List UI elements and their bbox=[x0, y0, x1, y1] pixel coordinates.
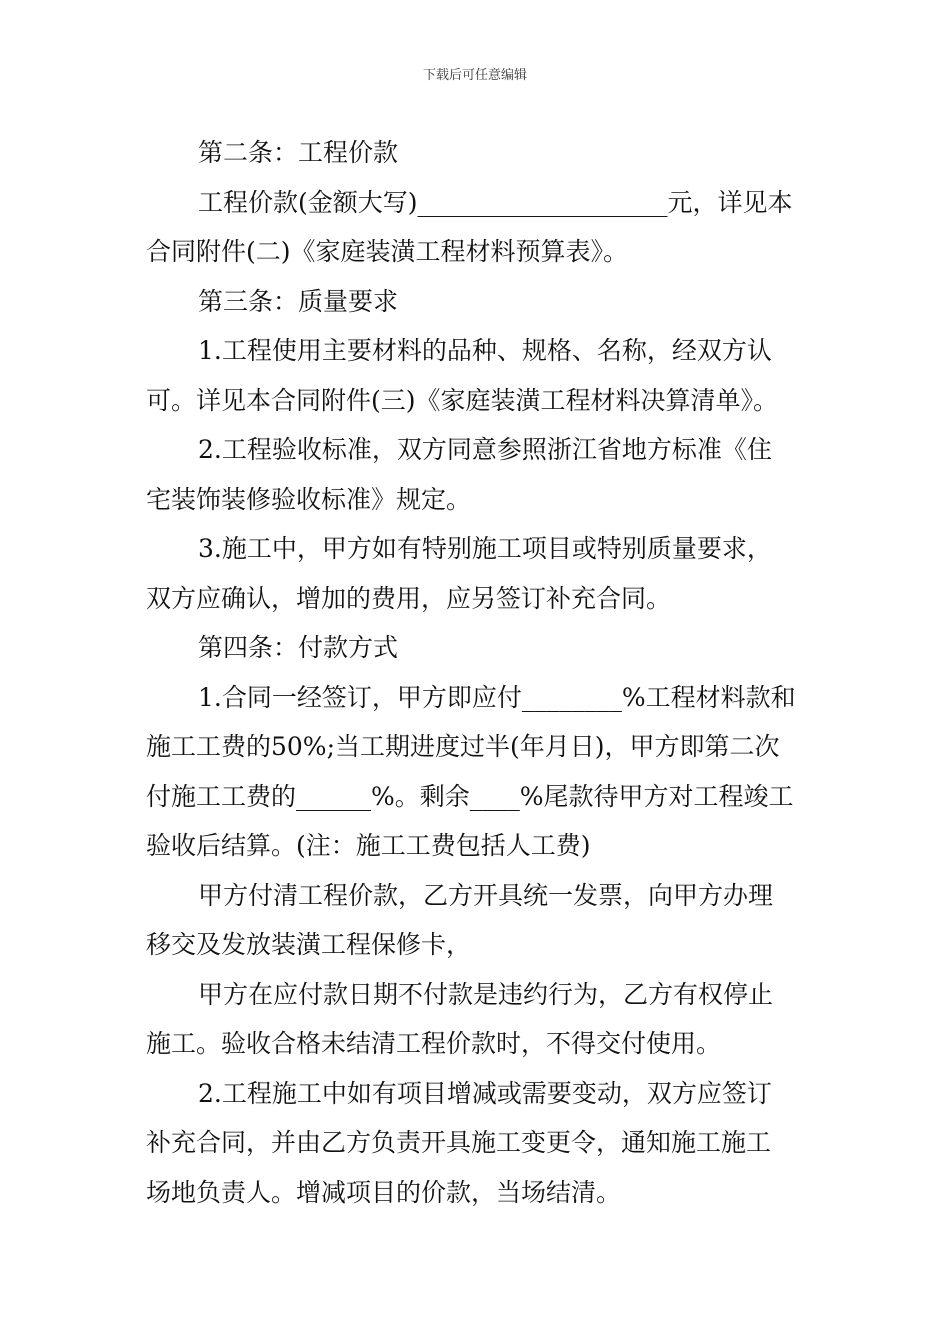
text-line: 付施工工费的______%。剩余____%尾款待甲方对工程竣工 bbox=[146, 781, 794, 811]
text-line: 1.合同一经签订，甲方即应付________%工程材料款和 bbox=[198, 682, 796, 712]
text-line: 2.工程验收标准，双方同意参照浙江省地方标准《住 bbox=[198, 435, 772, 464]
text-line: 第四条：付款方式 bbox=[198, 633, 399, 662]
text-line: 施工。验收合格未结清工程价款时，不得交付使用。 bbox=[146, 1029, 722, 1058]
text-line: 移交及发放装潢工程保修卡， bbox=[146, 930, 472, 959]
paragraph-quality-3 bbox=[146, 524, 808, 623]
document-body bbox=[146, 128, 808, 1217]
article-4-heading bbox=[146, 623, 808, 673]
text-line: 合同附件(二)《家庭装潢工程材料预算表》。 bbox=[146, 237, 629, 266]
page-header-note: 下载后可任意编辑 bbox=[422, 68, 527, 83]
paragraph-quality-2 bbox=[146, 425, 808, 524]
text-line: 3.施工中，甲方如有特别施工项目或特别质量要求， bbox=[198, 534, 772, 563]
paragraph-payment-1 bbox=[146, 673, 808, 871]
article-2-heading bbox=[146, 128, 808, 178]
text-line: 1.工程使用主要材料的品种、规格、名称，经双方认 bbox=[198, 336, 772, 365]
text-line: 验收后结算。(注：施工工费包括人工费) bbox=[146, 831, 591, 860]
paragraph-payment-2 bbox=[146, 1069, 808, 1218]
article-3-heading bbox=[146, 277, 808, 327]
text-line: 2.工程施工中如有项目增减或需要变动，双方应签订 bbox=[198, 1078, 772, 1108]
text-line: 可。详见本合同附件(三)《家庭装潢工程材料决算清单》。 bbox=[146, 385, 779, 415]
text-line: 施工工费的50%;当工期进度过半(年月日)，甲方即第二次 bbox=[146, 732, 780, 761]
text-line: 工程价款(金额大写)____________________元，详见本 bbox=[198, 187, 793, 217]
text-line: 第三条：质量要求 bbox=[198, 286, 399, 316]
paragraph-payment-default bbox=[146, 970, 808, 1069]
text-line: 场地负责人。增减项目的价款，当场结清。 bbox=[146, 1177, 622, 1207]
paragraph-quality-1 bbox=[146, 326, 808, 425]
paragraph-price-amount bbox=[146, 178, 808, 277]
text-line: 甲方付清工程价款，乙方开具统一发票，向甲方办理 bbox=[198, 880, 774, 910]
text-line: 甲方在应付款日期不付款是违约行为，乙方有权停止 bbox=[198, 979, 774, 1009]
text-line: 第二条：工程价款 bbox=[198, 138, 399, 167]
text-line: 补充合同，并由乙方负责开具施工变更令，通知施工施工 bbox=[146, 1128, 772, 1157]
text-line: 双方应确认，增加的费用，应另签订补充合同。 bbox=[146, 583, 672, 613]
text-line: 宅装饰装修验收标准》规定。 bbox=[146, 484, 472, 514]
paragraph-payment-invoice bbox=[146, 871, 808, 970]
